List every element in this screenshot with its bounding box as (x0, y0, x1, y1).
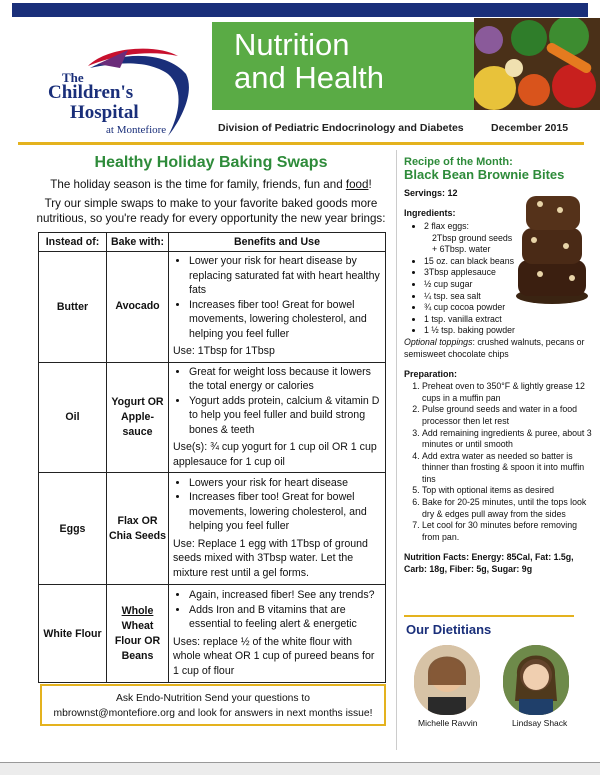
table-row (39, 362, 386, 473)
header-instead: Instead of: (39, 233, 107, 252)
dietitian-photo (414, 645, 480, 715)
benefit-item: • Yogurt adds protein, calcium & vitamin D to help you feel fuller and build strong bones & teeth (189, 394, 381, 438)
recipe-title: Black Bean Brownie Bites (404, 167, 565, 182)
dietitian-name: Michelle Ravvin (418, 718, 478, 728)
instead-cell: Butter (39, 252, 107, 363)
vegetables-illustration (474, 18, 600, 110)
person-icon (414, 645, 480, 715)
banner-line-1: Nutrition (234, 27, 350, 62)
ingredient-sub: 2Tbsp ground seeds (432, 232, 513, 243)
top-bar (12, 3, 588, 17)
prep-label: Preparation: (404, 369, 458, 380)
prep-step: 7. Let cool for 30 minutes before removing from pan. (422, 520, 594, 543)
instead-cell: Oil (39, 362, 107, 473)
issue-date: December 2015 (491, 122, 569, 134)
prep-step: 6. Bake for 20-25 minutes, until the tops look dry & edges pull away from the sides (422, 497, 594, 520)
with-cell (107, 585, 169, 683)
prep-step: 1. Preheat oven to 350°F & lightly grease 12 cups in a muffin pan (422, 381, 594, 404)
benefit-item: • Lowers your risk for heart disease (189, 476, 381, 491)
table-row (39, 473, 386, 585)
instead-cell: Eggs (39, 473, 107, 585)
benefit-item: • Again, increased fiber! See any trends? (189, 588, 381, 603)
division-name: Division of Pediatric Endocrinology and Diabetes (218, 122, 464, 134)
prep-step: 2. Pulse ground seeds and water in a food processor then let rest (422, 404, 594, 427)
ingredients-label: Ingredients: (404, 208, 456, 218)
with-rest: Wheat Flour OR Beans (114, 619, 161, 662)
benefits-cell (169, 473, 386, 585)
article-title: Healthy Holiday Baking Swaps (94, 154, 328, 171)
with-cell: Yogurt OR Apple-sauce (107, 362, 169, 473)
intro-text: The holiday season is the time for family, friends, fun and (50, 178, 346, 191)
intro-food: food (345, 178, 369, 191)
intro-end: ! (368, 178, 372, 191)
ingredient-item: • 15 oz. can black beans (424, 256, 594, 268)
ingredient-item: • 1 tsp. vanilla extract (424, 314, 594, 326)
benefit-item: • Lower your risk for heart disease by replacing saturated fat with heart healthy fats (189, 254, 381, 298)
person-icon (503, 645, 569, 715)
ask-line-2[interactable]: mbrownst@montefiore.org and look for answers in next months issue! (53, 708, 373, 719)
use-text: Use: 1Tbsp for 1Tbsp (173, 345, 275, 357)
table-header-row (39, 233, 386, 252)
prep-step: 5. Top with optional items as desired (422, 485, 594, 497)
use-text: Use: Replace 1 egg with 1Tbsp of ground seeds mixed with 3Tbsp water. Let the mixture rest until a gel forms. (173, 537, 368, 579)
toppings (404, 337, 594, 360)
benefits-cell (169, 585, 386, 683)
ingredient-item: • ¾ cup cocoa powder (424, 302, 594, 314)
benefit-item: • Great for weight loss because it lowers the total energy or calories (189, 365, 381, 394)
benefit-item: • Increases fiber too! Great for bowel movements, lowering cholesterol, and helping you feel fuller (189, 298, 381, 342)
prep-steps (404, 381, 594, 543)
use-text: Use(s): ¾ cup yogurt for 1 cup oil OR 1 cup applesauce for 1 cup oil (173, 441, 377, 468)
logo-line-3: Hospital (70, 102, 139, 123)
benefit-item: • Adds Iron and B vitamins that are essential to feeling alert & energetic (189, 603, 381, 632)
prep-step: 4. Add extra water as needed so batter is thinner than frosting & spoon it into muffin tins (422, 451, 594, 486)
header-with: Bake with: (107, 233, 169, 252)
hospital-logo (28, 44, 208, 139)
article-intro (30, 178, 392, 191)
prep-step: 3. Add remaining ingredients & puree, about 3 minutes or until smooth (422, 428, 594, 451)
ingredient-item: • ¼ tsp. sea salt (424, 291, 594, 303)
ask-box (40, 684, 386, 726)
toppings-label: Optional toppings (404, 336, 473, 347)
toppings-text: : crushed walnuts, pecans or semisweet chocolate chips (404, 336, 585, 359)
gold-divider (18, 142, 584, 145)
banner-line-2: and Health (234, 60, 384, 95)
use-text: Uses: replace ½ of the white flour with whole wheat OR 1 cup of pureed beans for 1 cup of flour (173, 635, 375, 677)
benefits-cell (169, 252, 386, 363)
header-benefits: Benefits and Use (169, 233, 386, 252)
column-divider (396, 150, 397, 750)
table-row (39, 585, 386, 683)
dietitians-divider (404, 615, 574, 617)
article-section (30, 152, 392, 226)
servings: Servings: 12 (404, 188, 458, 198)
benefit-item: • Increases fiber too! Great for bowel movements, lowering cholesterol, and helping you feel fuller (189, 490, 381, 534)
dietitian-name: Lindsay Shack (512, 718, 568, 728)
window-bottom-bar (0, 762, 600, 775)
nutrition-facts: Nutrition Facts: Energy: 85Cal, Fat: 1.5g, Carb: 18g, Fiber: 5g, Sugar: 9g (404, 552, 574, 575)
with-cell: Avocado (107, 252, 169, 363)
ingredient-item: • 3Tbsp applesauce (424, 267, 594, 279)
dietitian-photo (503, 645, 569, 715)
with-cell: Flax OR Chia Seeds (107, 473, 169, 585)
instead-cell: White Flour (39, 585, 107, 683)
ask-line-1: Ask Endo-Nutrition Send your questions to (115, 693, 311, 704)
ingredient-item: • 2 flax eggs: (424, 221, 594, 233)
ingredient-sub: + 6Tbsp. water (432, 244, 491, 255)
logo-line-1: The (62, 70, 84, 85)
brownie-illustration (510, 188, 590, 306)
vegetables-image (474, 18, 600, 110)
recipe-header: Recipe of the Month: (404, 156, 513, 168)
article-intro-2: Try our simple swaps to make to your favorite baked goods more nutritious, so you're ready for every opportunity the new year brings: (36, 197, 386, 225)
logo-line-2: Children's (48, 82, 134, 103)
logo-line-4: at Montefiore (106, 124, 167, 136)
title-banner (212, 22, 474, 110)
dietitians-title: Our Dietitians (406, 622, 492, 637)
benefits-cell (169, 362, 386, 473)
table-row (39, 252, 386, 363)
swaps-table (38, 232, 386, 683)
ingredient-item: • 1 ½ tsp. baking powder (424, 325, 594, 337)
ingredient-item: • ½ cup sugar (424, 279, 594, 291)
with-underlined: Whole (121, 604, 154, 617)
brownie-image (510, 188, 590, 306)
